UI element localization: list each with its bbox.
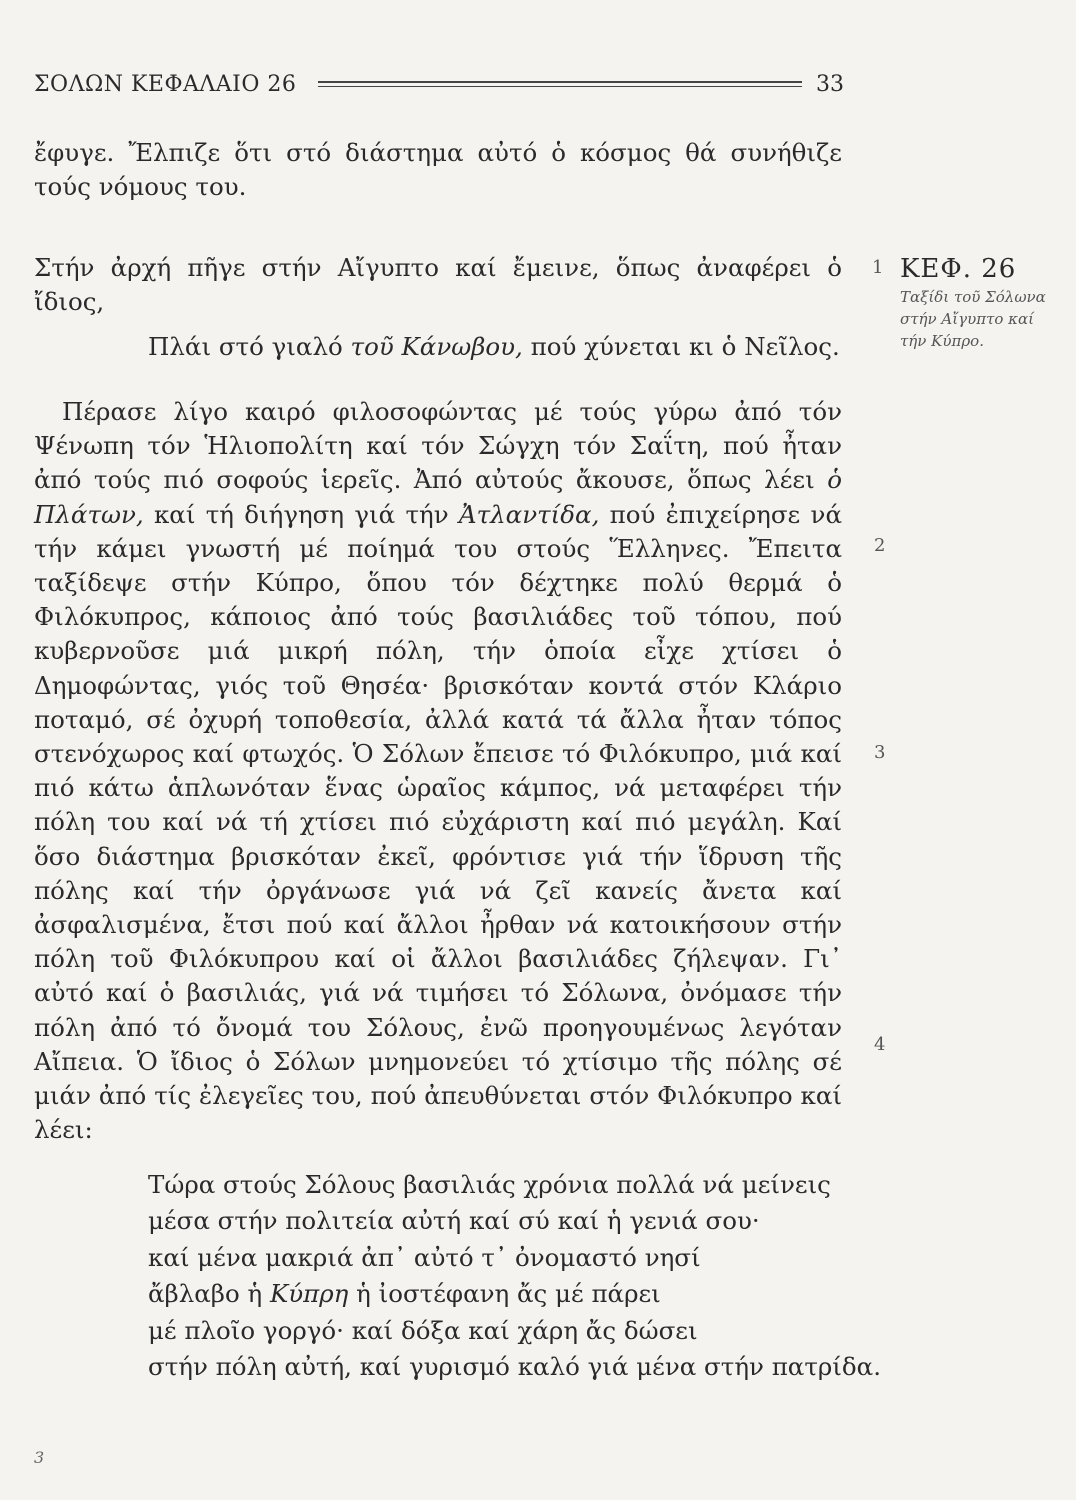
verse-post: πού χύνεται κι ὁ Νεῖλος. [522, 332, 840, 361]
running-title: ΣΟΛΩΝ ΚΕΦΑΛΑΙΟ 26 [34, 71, 297, 97]
sidenote [900, 254, 1050, 352]
poem-line: Τώρα στούς Σόλους βασιλιάς χρόνια πολλά νά μείνεις [148, 1170, 831, 1199]
margin-number: 3 [874, 742, 886, 763]
running-header [34, 66, 844, 102]
p3-italic-atlantis: Ἀτλαντίδα, [458, 499, 600, 529]
margin-number: 4 [874, 1034, 886, 1055]
poem-italic-kypri: Κύπρη [269, 1279, 349, 1309]
paragraph-1: ἔφυγε. Ἔλπιζε ὅτι στό διάστημα αὐτό ὁ κόσμος θά συνήθιζε τούς νόμους του. [34, 138, 842, 202]
verse-italic: τοῦ Κάνωβου, [350, 332, 523, 361]
verse-pre: Πλάι στό γιαλό [148, 332, 351, 361]
poem-line-pre: ἄβλαβο ἡ [148, 1279, 270, 1309]
page-number: 33 [816, 71, 844, 97]
p3-text-a: Πέρασε λίγο καιρό φιλοσοφώντας μέ τούς γύρω ἀπό τόν Ψένωπη τόν Ἡλιοπολίτη καί τόν Σώγχη τόν Σαΐτη, πού ἦταν ἀπό τούς πιό σοφούς ἱερεῖς. Ἀπό αὐτούς ἄκουσε, ὅπως λέει [34, 397, 842, 495]
poem-line-post: ἡ ἰοστέφανη ἄς μέ πάρει [348, 1279, 661, 1309]
margin-number: 1 [872, 257, 884, 278]
sidenote-chapter: ΚΕΦ. 26 [900, 254, 1017, 284]
poem-line: μέ πλοῖο γοργό· καί δόξα καί χάρη ἄς δώσει [148, 1315, 698, 1345]
elegy-poem [148, 1167, 881, 1385]
p3-text-c: πού ἐπιχείρησε νά τήν κάμει γνωστή μέ ποίημά του στούς Ἕλληνες. Ἔπειτα ταξίδεψε στήν Κύπρο, ὅπου τόν δέχτηκε πολύ θερμά ὁ Φιλόκυπρος, κάποιος ἀπό τούς βασιλιάδες τοῦ τόπου, πού κυβερνοῦσε μιά μικρή πόλη, τήν ὁποία εἶχε χτίσει ὁ Δημοφώντας, γιός τοῦ Θησέα· βρισκόταν κοντά στόν Κλάριο ποταμό, σέ ὀχυρή τοποθεσία, ἀλλά κατά τά ἄλλα ἦταν τόπος στενόχωρος καί φτωχός. Ὁ Σόλων ἔπεισε τό Φιλόκυπρο, μιά καί πιό κάτω ἁπλωνόταν ἕνας ὡραῖος κάμπος, νά μεταφέρει τήν πόλη του καί νά τή χτίσει πιό εὐχάριστη καί πιό μεγάλη. Καί ὅσο διάστημα βρισκόταν ἐκεῖ, φρόντισε γιά τήν ἵδρυση τῆς πόλης καί τήν ὀργάνωσε γιά νά ζεῖ κανείς ἄνετα καί ἀσφαλισμένα, ἔτσι πού καί ἄλλοι ἦρθαν νά κατοικήσουν στήν πόλη τοῦ Φιλόκυπρου καί οἱ ἄλλοι βασιλιάδες ζήλεψαν. Γι᾽ αὐτό καί ὁ βασιλιάς, γιά νά τιμήσει τό Σόλωνα, ὀνόμασε τήν πόλη ἀπό τό ὄνομά του Σόλους, ἐνῶ προηγουμένως λεγόταν Αἴπεια. Ὁ ἴδιος ὁ Σόλων μνημονεύει τό χτίσιμο τῆς πόλης σέ μιάν ἀπό τίς ἐλεγεῖες του, πού ἀπευθύνεται στόν Φιλόκυπρο καί λέει: [34, 499, 842, 1145]
quoted-verse [148, 330, 848, 364]
p3-italic-plato: ὁ Πλάτων, [34, 465, 842, 529]
signature-mark: 3 [34, 1448, 45, 1467]
poem-line: καί μένα μακριά ἀπ᾽ αὐτό τ᾽ ὀνομαστό νησί [148, 1242, 701, 1272]
paragraph-2: Στήν ἀρχή πῆγε στήν Αἴγυπτο καί ἔμεινε, ὅπως ἀναφέρει ὁ ἴδιος, [34, 253, 842, 317]
sidenote-text: Ταξίδι τοῦ Σόλωνα στήν Αἴγυπτο καί τήν Κύπρο. [900, 288, 1046, 350]
p3-text-b: καί τή διήγηση γιά τήν [143, 499, 459, 529]
header-rule [318, 81, 802, 87]
margin-number: 2 [874, 535, 886, 556]
poem-line: στήν πόλη αὐτή, καί γυρισμό καλό γιά μένα στήν πατρίδα. [148, 1352, 881, 1382]
paragraph-3 [34, 395, 842, 1147]
poem-line: μέσα στήν πολιτεία αὐτή καί σύ καί ἡ γενιά σου· [148, 1206, 760, 1236]
poem-line [148, 1276, 868, 1312]
